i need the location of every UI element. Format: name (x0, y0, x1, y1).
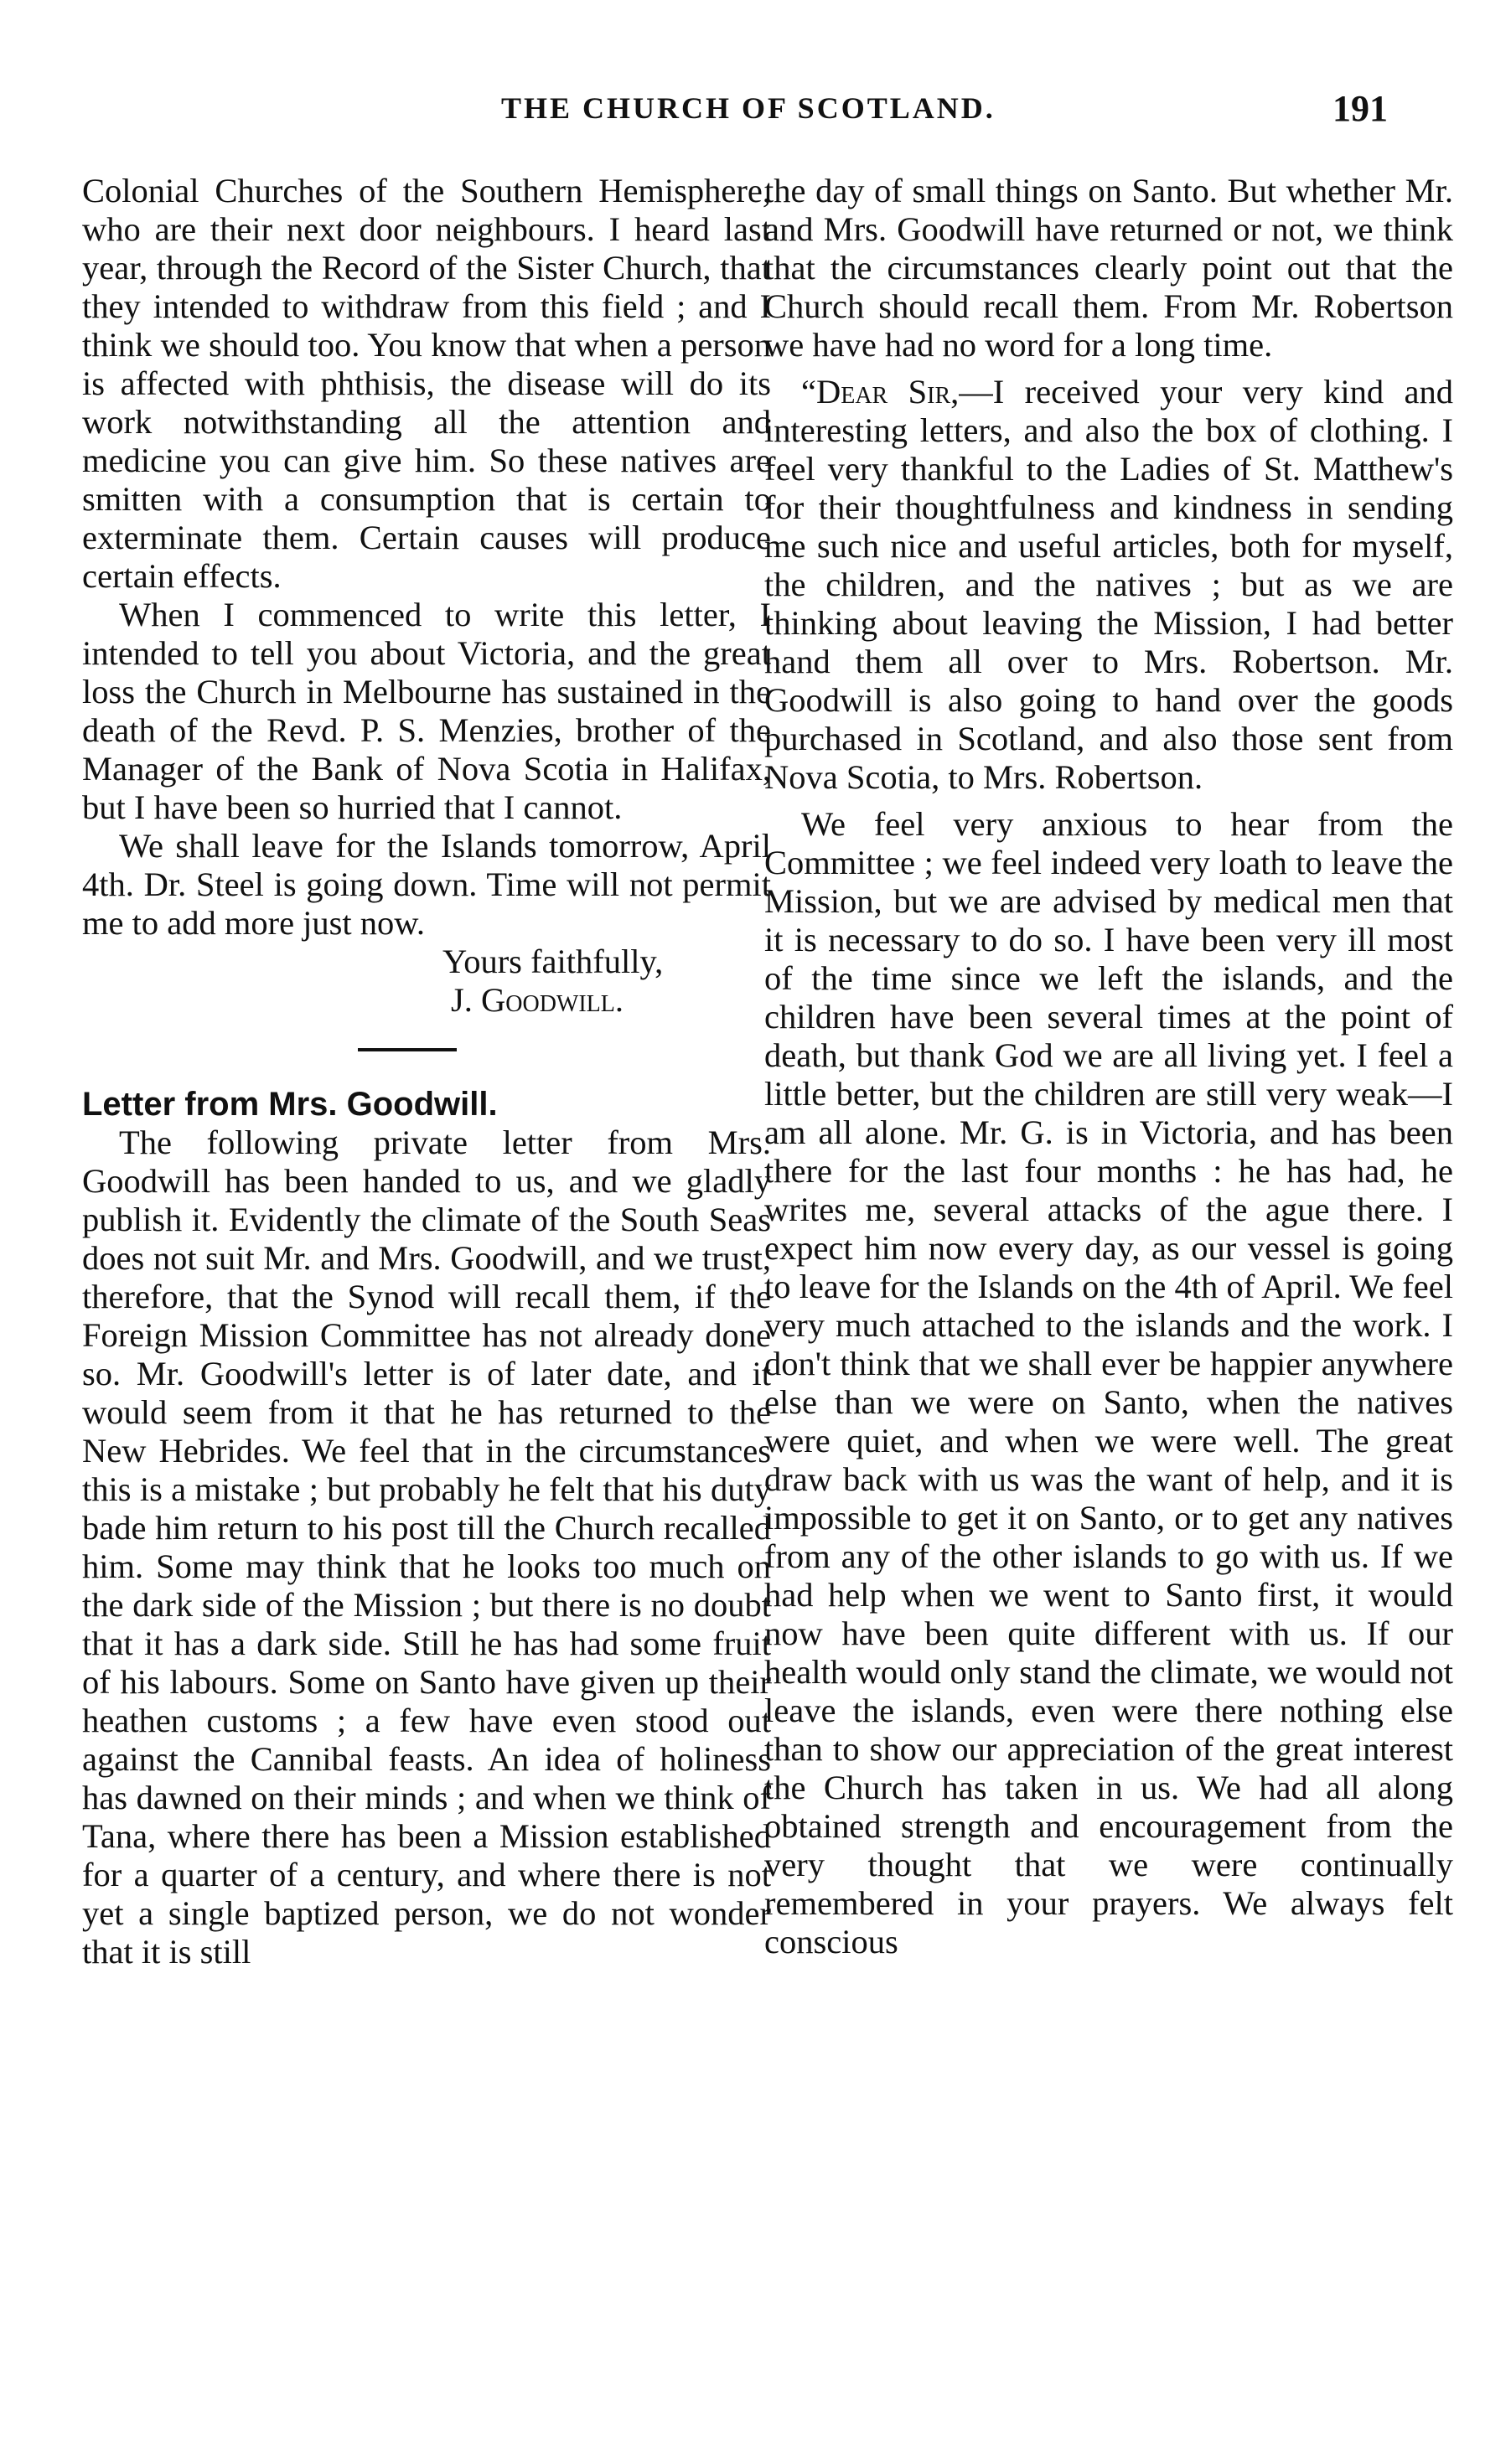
paragraph-gap (764, 797, 1453, 805)
letter-signature: J. Goodwill. (451, 981, 624, 1019)
section-divider (358, 1048, 457, 1051)
letter-text: —I received your very kind and interesting letters, and also the box of clothing. I feel very thankful to the Ladies of St. Matthew's for their thoughtfulness and kindness in sending me such nice and useful articles, both for myself, the children, and the natives ; but as we are thinking about leaving the Mission, I had better hand them all over to Mrs. Robertson. Mr. Goodwill is also going to hand over the goods purchased in Scotland, and also those sent from Nova Scotia, to Mrs. Robertson. (764, 373, 1453, 796)
page-number: 191 (1332, 88, 1388, 129)
paragraph: The following private letter from Mrs. Goodwill has been handed to us, and we gladly publish it. Evidently the climate of the South Seas does not suit Mr. and Mrs. Goodwill, and we trust, therefore, that the Synod will recall them, if the Foreign Mission Committee has not already done so. Mr. Goodwill's letter is of later date, and it would seem from it that he has returned to the New Hebrides. We feel that in the circumstances this is a mistake ; but probably he felt that his duty bade him return to his post till the Church recalled him. Some may think that he looks too much on the dark side of the Mission ; but there is no doubt that it has a dark side. Still he has had some fruit of his labours. Some on Santo have given up their heathen customs ; a few have even stood out against the Cannibal feasts. An idea of holiness has dawned on their minds ; and when we think of Tana, where there has been a Mission established for a quarter of a century, and where there is not yet a single baptized person, we do not wonder that it is still (82, 1124, 771, 1971)
paragraph: We shall leave for the Islands tomorrow, April 4th. Dr. Steel is going down. Time will not permit me to add more just now. (82, 827, 771, 942)
running-head-title: THE CHURCH OF SCOTLAND. (501, 91, 996, 125)
paragraph: Colonial Churches of the Southern Hemisphere, who are their next door neighbours. I heard last year, through the Record of the Sister Church, that they intended to withdraw from this field ; and I think we should too. You know that when a person is affected with phthisis, the disease will do its work notwithstanding all the attention and medicine you can give him. So these natives are smitten with a consumption that is certain to exterminate them. Certain causes will produce certain effects. (82, 172, 771, 595)
right-column (764, 172, 1453, 1961)
letter-signoff: Yours faithfully, (442, 943, 664, 980)
letter-salutation: “Dear Sir, (801, 373, 960, 411)
running-head (0, 90, 1511, 141)
left-column (82, 172, 771, 1971)
paragraph: We feel very anxious to hear from the Committee ; we feel indeed very loath to leave the Mission, but we are advised by medical men that it is necessary to do so. I have been very ill most of the time since we left the islands, and the children have been several times at the point of death, but thank God we are all living yet. I feel a little better, but the children are still very weak—I am all alone. Mr. G. is in Victoria, and has been there for the last four months : he has had, he writes me, several attacks of the ague there. I expect him now every day, as our vessel is going to leave for the Islands on the 4th of April. We feel very much attached to the islands and the work. I don't think that we shall ever be happier anywhere else than we were on Santo, when the natives were quiet, and when we were well. The great draw back with us was the want of help, and it is impossible to get it on Santo, or to get any natives from any of the other islands to go with us. If we had help when we went to Santo first, it would now have been quite different with us. If our health would only stand the climate, we would not leave the islands, even were there nothing else than to show our appreciation of the great interest the Church has taken in us. We had all along obtained strength and encouragement from the very thought that we were continually remembered in your prayers. We always felt conscious (764, 805, 1453, 1960)
letter-paragraph (764, 373, 1453, 797)
section-heading: Letter from Mrs. Goodwill. (82, 1086, 498, 1123)
paragraph: When I commenced to write this letter, I intended to tell you about Victoria, and the great loss the Church in Melbourne has sustained in the death of the Revd. P. S. Menzies, brother of the Manager of the Bank of Nova Scotia in Halifax, but I have been so hurried that I cannot. (82, 596, 771, 826)
paragraph: the day of small things on Santo. But whether Mr. and Mrs. Goodwill have returned or not, we think that the circumstances clearly point out that the Church should recall them. From Mr. Robertson we have had no word for a long time. (764, 172, 1453, 364)
paragraph-gap (764, 364, 1453, 373)
